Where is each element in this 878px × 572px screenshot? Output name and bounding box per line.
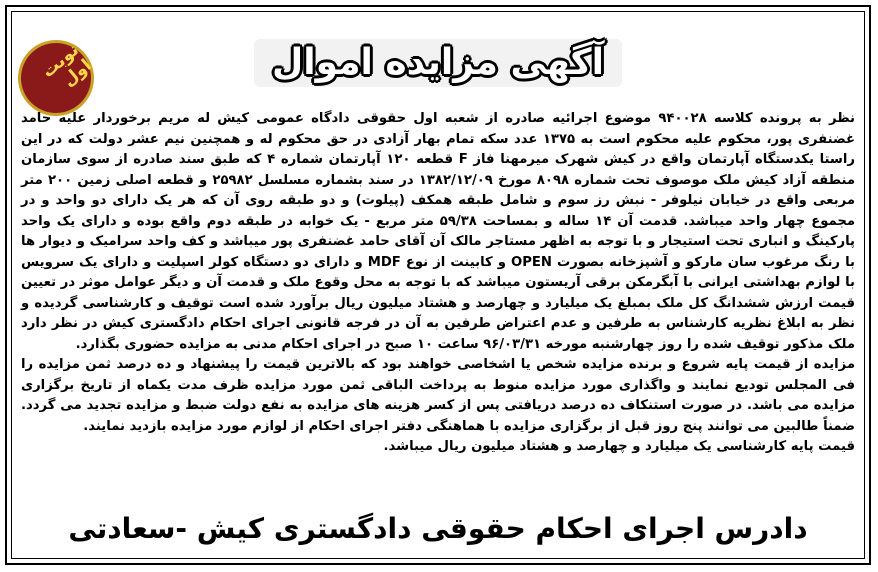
notice-frame bbox=[5, 5, 871, 565]
notice-body bbox=[21, 109, 855, 458]
title-area bbox=[7, 39, 869, 99]
signature-line: دادرس اجرای احکام حقوقی دادگستری کیش -سعادتی bbox=[68, 512, 808, 545]
body-paragraph-price: قیمت پایه کارشناسی یک میلیارد و چهارصد و هشتاد میلیون ریال میباشد. bbox=[383, 439, 855, 454]
body-paragraph-main: نظر به پرونده کلاسه ۹۴۰۰۲۸ موضوع اجرائیه صادره از شعبه اول حقوقی دادگاه عمومی کیش له مریم برخوردار علیه حامد غضنفری پور، محکوم علیه محکوم است به ۱۳۷۵ عدد سکه تمام بهار آزادی در حق محکوم له و همچنین نیم عشر دولت که در این راستا یکدستگاه آپارتمان واقع در کیش شهرک میرمهنا فاز F قطعه ۱۲۰ آپارتمان شماره ۴ که طبق سند صادره از سوی سازمان منطقه آزاد کیش ملک موصوف تحت شماره ۸۰۹۸ مورخ ۱۳۸۲/۱۲/۰۹ در سند بشماره مسلسل ۲۵۹۸۲ و قطعه اصلی زمین ۲۰۰ متر مربعی واقع در خیابان نیلوفر - نبش رز سوم و شامل طبقه همکف (پیلوت) و دو طبقه روی آن که هر یک دارای دو واحد و در مجموع چهار واحد میباشد. قدمت آن ۱۴ ساله و بمساحت ۵۹/۳۸ متر مربع - یک خوابه در طبقه دوم واقع بوده و دارای یک واحد پارکینگ و انباری تحت استیجار و با توجه به اظهر مستاجر مالک آن آقای حامد غضنفری پور میباشد و کف واحد سرامیک و دیوار ها با رنگ مرغوب سان مارکو و آشپزخانه بصورت OPEN و کابینت از نوع MDF و دارای دو دستگاه کولر اسپلیت و دارای یک سرویس با لوازم بهداشتی ایرانی با آبگرمکن برقی آریستون میباشد که با توجه به محل وقوع ملک و قدمت آن و دیگر عوامل موثر در تعیین قیمت ارزش ششدانگ کل ملک بمبلغ یک میلیارد و چهارصد و هشتاد میلیون ریال برآورد شده است توقیف و کارشناسی گردیده و نظر به ابلاغ نظریه کارشناس به طرفین و عدم اعتراض طرفین به آن در فرجه قانونی اجرای احکام دادگستری کیش در نظر دارد ملک مذکور توقیف شده را روز چهارشنبه مورخه ۹۶/۰۳/۳۱ ساعت ۱۰ صبح در اجرای احکام مدنی به مزایده حضوری بگذارد. bbox=[21, 111, 856, 352]
badge-label: نوبت اول bbox=[38, 40, 96, 91]
body-paragraph-terms: مزایده از قیمت پایه شروع و برنده مزایده شخص یا اشخاصی خواهند بود که بالاترین قیمت را پیشنهاد و ده درصد ثمن مزایده را فی المجلس تودیع نمایند و واگذاری مورد مزایده منوط به پرداخت الباقی ثمن مورد مزایده ظرف مدت یکماه از تاریخ برگزاری مزایده می باشد. در صورت استنکاف ده درصد دریافتی پس از کسر هزینه های مزایده به نفع دولت ضبط و مزایده تجدید می گردد. ضمناً طالبین می توانند پنج روز قبل از برگزاری مزایده با هماهنگی دفتر اجرای احکام از لوازم مورد مزایده بازدید نمایند. bbox=[21, 357, 855, 434]
notice-title: آگهی مزایده اموال bbox=[254, 39, 622, 87]
